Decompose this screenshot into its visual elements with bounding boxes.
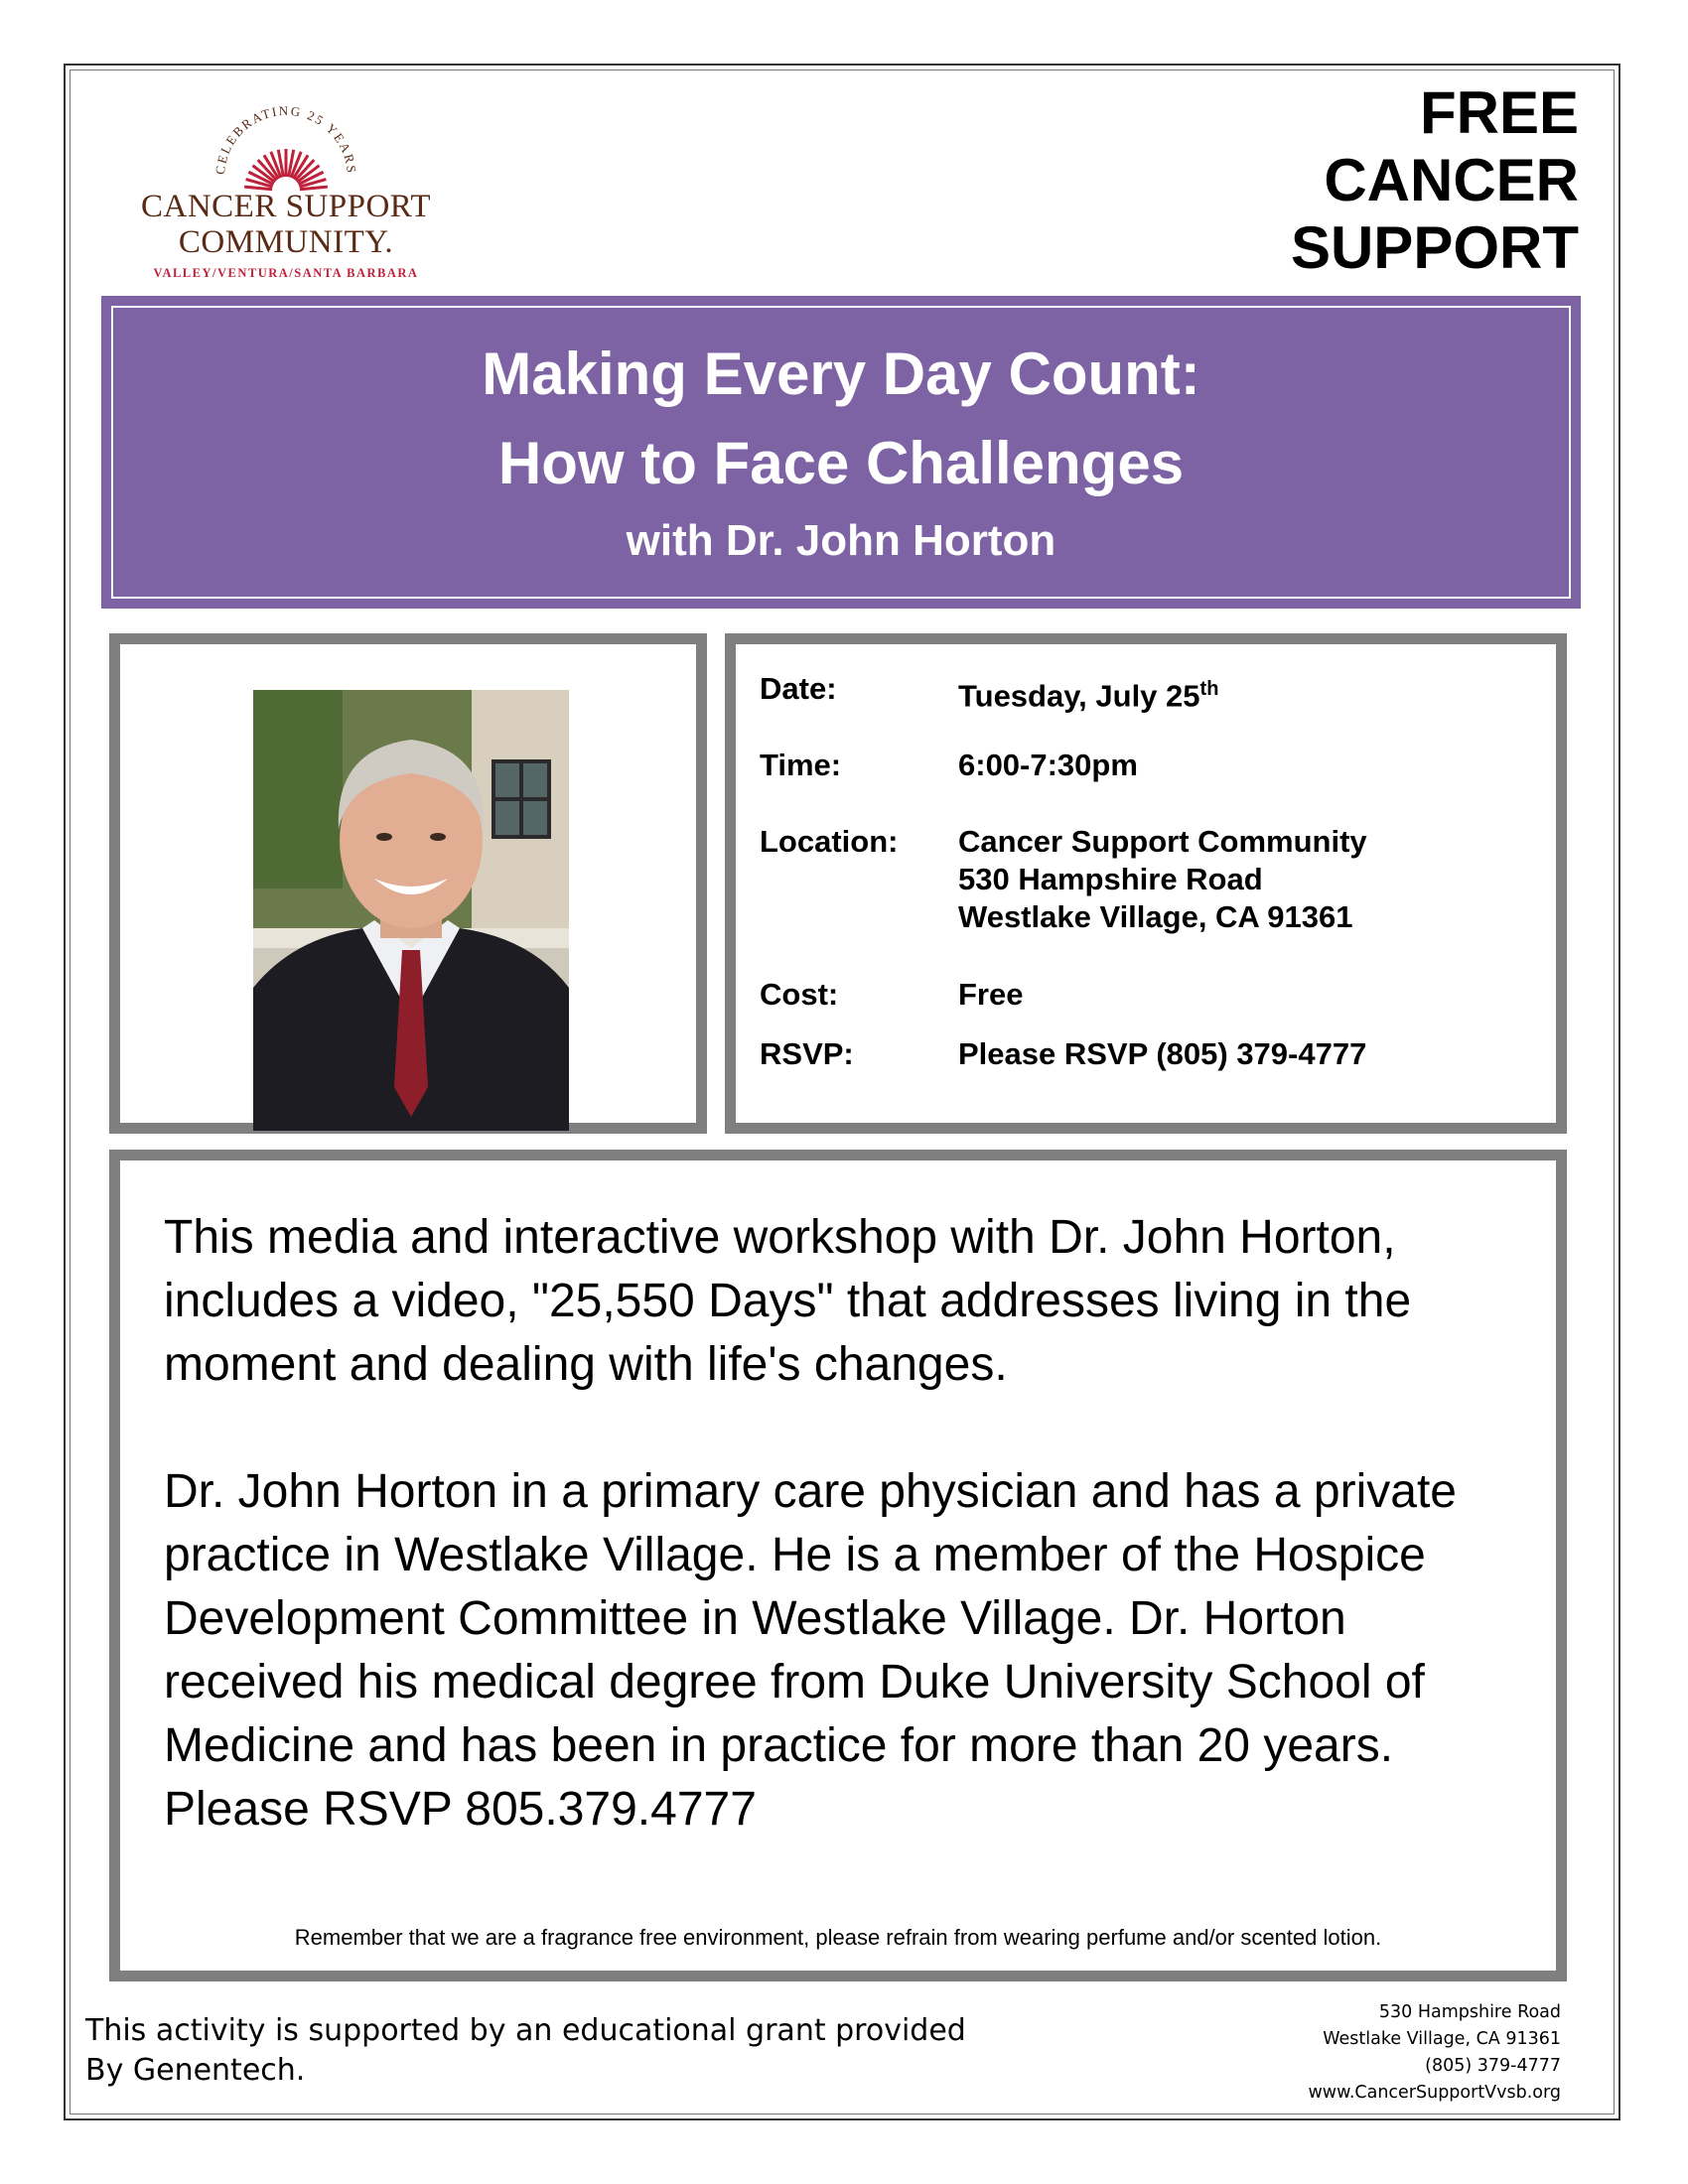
cost-value: Free: [958, 977, 1024, 1012]
heading-line-support: SUPPORT: [1290, 214, 1579, 281]
grant-line1: This activity is supported by an educational grant provided: [85, 2013, 966, 2048]
logo: [117, 91, 455, 290]
speaker-photo: [253, 690, 569, 1131]
time-label: Time:: [760, 748, 842, 782]
footer-contact: [1144, 1999, 1561, 2107]
logo-name-line2: COMMUNITY.: [178, 224, 394, 260]
photo-box: [109, 633, 707, 1134]
logo-subtitle: VALLEY/VENTURA/SANTA BARBARA: [153, 266, 419, 280]
logo-celebrating-text: CELEBRATING 25 YEARS: [211, 102, 360, 176]
cost-label: Cost:: [760, 977, 839, 1012]
footer-address1: 530 Hampshire Road: [1378, 2002, 1561, 2022]
description-paragraph-1: This media and interactive workshop with Dr. John Horton, includes a video, "25,550 Days" that addresses living in the moment and dealing with life's changes.: [164, 1211, 1412, 1391]
footer-address2: Westlake Village, CA 91361: [1323, 2029, 1561, 2049]
location-label: Location:: [760, 824, 899, 859]
heading-line-free: FREE: [1419, 79, 1579, 146]
description-box: [109, 1150, 1567, 1981]
event-title-line1: Making Every Day Count:: [482, 341, 1200, 407]
logo-emblem: [117, 91, 455, 201]
event-presenter: with Dr. John Horton: [626, 516, 1056, 565]
location-value: [958, 823, 1514, 936]
location-line3: Westlake Village, CA 91361: [958, 899, 1353, 934]
location-line2: 530 Hampshire Road: [958, 862, 1263, 896]
event-details-box: [725, 633, 1567, 1134]
date-suffix: th: [1199, 678, 1219, 700]
event-title-line2: How to Face Challenges: [497, 430, 1185, 496]
description-paragraph-2: Dr. John Horton in a primary care physician and has a private practice in Westlake Village. He is a member of the Hospice Development Committee in Westlake Village. Dr. Horton received his medical degree from Duke University School of Medicine and has been in practice for more than 20 years. Please RSVP 805.379.4777: [164, 1465, 1457, 1836]
heading-line-cancer: CANCER: [1324, 147, 1579, 213]
grant-line2: By Genentech.: [85, 2053, 306, 2088]
fragrance-free-note: Remember that we are a fragrance free environment, please refrain from wearing perfume and/or scented lotion.: [294, 1925, 1382, 1950]
date-value: [958, 670, 1514, 715]
sunburst-icon: [244, 149, 328, 190]
logo-name-line1: CANCER SUPPORT: [140, 189, 431, 224]
time-value: 6:00-7:30pm: [958, 748, 1138, 782]
rsvp-value: Please RSVP (805) 379-4777: [958, 1036, 1367, 1071]
footer-phone: (805) 379-4777: [1425, 2056, 1561, 2076]
location-line1: Cancer Support Community: [958, 824, 1367, 859]
footer-website[interactable]: www.CancerSupportVvsb.org: [1308, 2083, 1561, 2103]
date-text: Tuesday, July 25: [958, 678, 1200, 714]
rsvp-label: RSVP:: [760, 1036, 854, 1071]
grant-acknowledgement: [85, 2011, 1178, 2091]
free-cancer-support-heading: [1182, 79, 1579, 282]
title-banner: [101, 296, 1581, 609]
date-label: Date:: [760, 671, 837, 706]
